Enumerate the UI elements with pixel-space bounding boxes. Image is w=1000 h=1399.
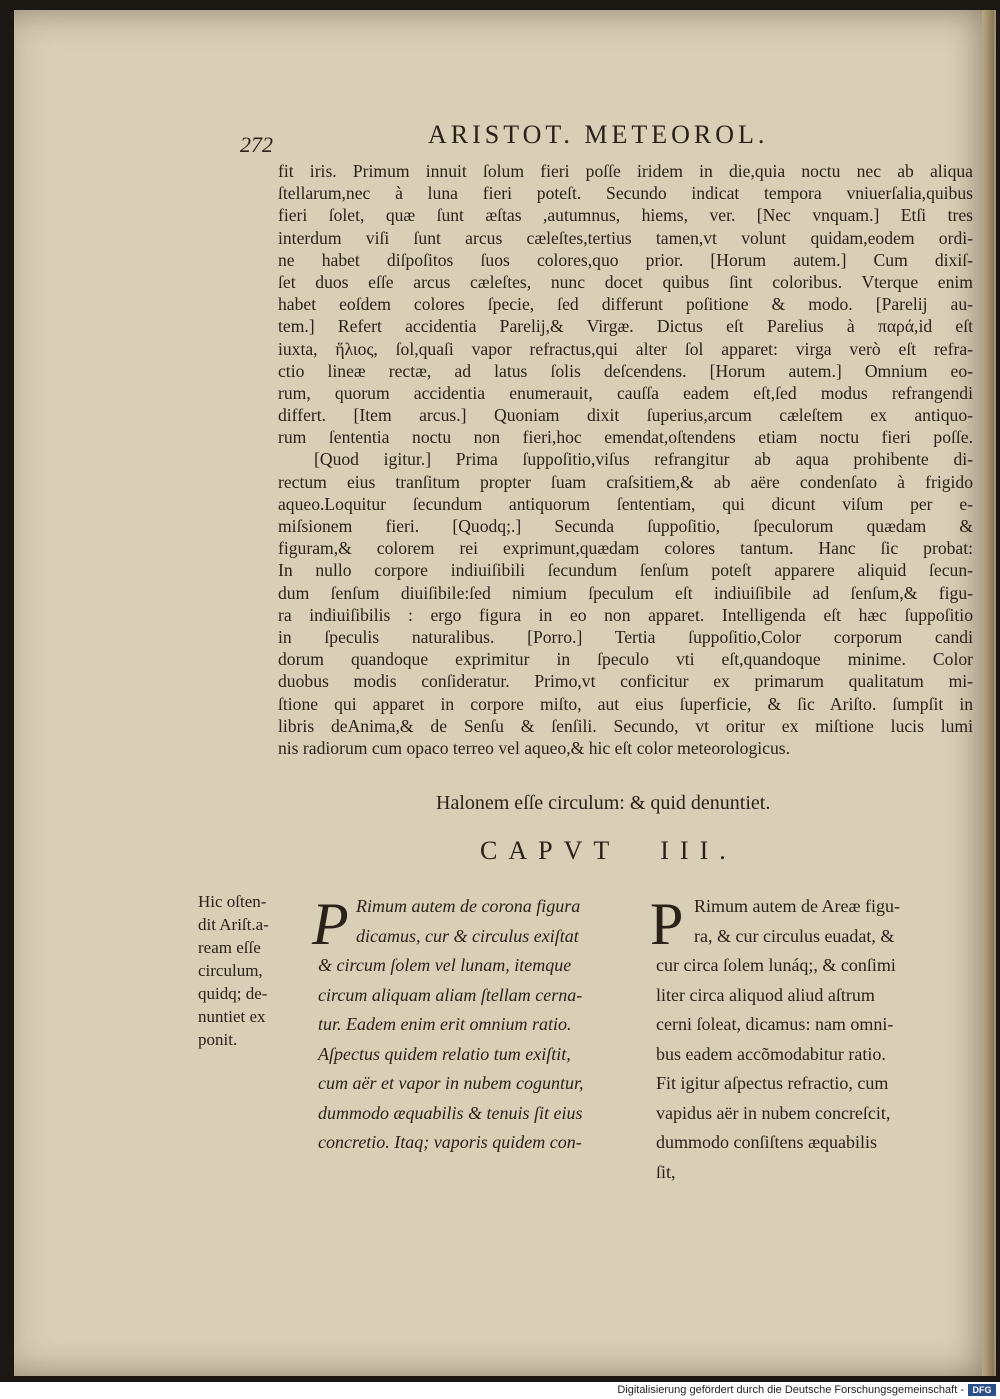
- latin-right-line: bus eadem accõmodabitur ratio.: [656, 1043, 886, 1064]
- dropcap-right: P: [650, 891, 684, 957]
- running-head: ARISTOT. METEOROL.: [428, 120, 769, 149]
- latin-right-line: Rimum autem de Areæ figu-: [694, 896, 900, 916]
- latin-right-line: dummodo conſiſtens æquabilis: [656, 1132, 877, 1152]
- latin-left-line: & circum ſolem vel lunam, itemque: [318, 955, 572, 975]
- latin-right-line: vapidus aër in nubem concreſcit,: [656, 1102, 891, 1123]
- latin-left-line: circum aliquam aliam ſtellam cerna-: [318, 984, 583, 1005]
- commentary-line: libris deAnima,& de Senſu & ſenſili. Secundo, vt oritur ex miſtione lucis lumi: [278, 715, 973, 736]
- latin-left-line: concretio. Itaq; vaporis quidem con-: [318, 1132, 582, 1152]
- commentary-line: aqueo.Loquitur ſecundum antiquorum ſententiam, qui dicunt viſum per e-: [278, 493, 973, 514]
- commentary-line: tem.] Refert accidentia Parelij,& Virgæ. Dictus eſt Parelius à παρά,id eſt: [278, 316, 973, 337]
- commentary-line: dorum quandoque exprimitur in ſpeculo vti eſt,quandoque minime. Color: [278, 649, 973, 670]
- commentary-line: miſsionem fieri. [Quodq;.] Secunda ſuppoſitio, ſpeculorum quædam &: [278, 516, 973, 536]
- commentary-line: ſtione qui apparet in corpore miſto, aut eius ſuperficie, & ſic Ariſto. ſumpſit in: [278, 693, 973, 714]
- dfg-logo: DFG: [968, 1384, 996, 1396]
- margin-note-line: Hic oſten-: [198, 892, 267, 911]
- margin-note: [198, 890, 306, 1051]
- latin-left-line: cum aër et vapor in nubem coguntur,: [318, 1073, 584, 1093]
- commentary-line: figuram,& colorem rei exprimunt,quædam colores tantum. Hanc ſic probat:: [278, 538, 973, 559]
- commentary-line: [Quod igitur.] Prima ſuppoſitio,viſus refrangitur ab aqua prohibente di-: [314, 449, 973, 470]
- funding-credit: Digitalisierung gefördert durch die Deutsche Forschungsgemeinschaft -: [617, 1384, 964, 1396]
- commentary-line: ne habet diſpoſitos ſuos colores,quo prior. [Horum autem.] Cum dixiſ-: [278, 249, 973, 270]
- commentary-line: in ſpeculis naturalibus. [Porro.] Tertia ſuppoſitio,Color corporum candi: [278, 626, 973, 647]
- latin-right-line: cerni ſoleat, dicamus: nam omni-: [656, 1014, 894, 1034]
- page-edge: [982, 10, 994, 1376]
- latin-column-right: [650, 891, 980, 1187]
- latin-left-line: tur. Eadem enim erit omnium ratio.: [318, 1014, 572, 1034]
- chapter-heading: [480, 836, 737, 866]
- commentary-line: nis radiorum cum opaco terreo vel aqueo,& hic eſt color meteorologicus.: [278, 737, 791, 758]
- latin-left-line: Aſpectus quidem relatio tum exiſtit,: [318, 1043, 571, 1064]
- latin-left-line: Rimum autem de corona figura: [356, 896, 581, 916]
- margin-note-line: ponit.: [198, 1030, 238, 1049]
- commentary-line: In nullo corpore indiuiſibili ſecundum ſenſum poteſt apparere aliquid ſecun-: [278, 560, 973, 581]
- margin-note-line: ream eſſe: [198, 938, 261, 957]
- latin-right-line: ſit,: [656, 1161, 676, 1182]
- margin-note-line: quidq; de-: [198, 984, 268, 1003]
- chapter-number: III.: [660, 836, 737, 865]
- commentary-line: habet eoſdem colores ſpecie, ſed differunt poſitione & modo. [Parelij au-: [278, 294, 973, 315]
- margin-note-line: nuntiet ex: [198, 1007, 266, 1026]
- commentary-line: fit iris. Primum innuit ſolum fieri poſſe iridem in die,quia noctu nec ab aliqua: [278, 161, 973, 181]
- margin-note-line: circulum,: [198, 961, 263, 980]
- latin-right-line: ra, & cur circulus euadat, &: [694, 925, 895, 946]
- latin-left-line: dummodo æquabilis & tenuis ſit eius: [318, 1102, 583, 1123]
- commentary-line: iuxta, ἥλιος, ſol,quaſi vapor refractus,qui alter ſol apparet: virga verò eſt refra-: [278, 338, 973, 359]
- section-heading: Halonem eſſe circulum: & quid denuntiet.: [436, 792, 771, 814]
- commentary-line: rum ſententia noctu non fieri,hoc emendat,oſtendens etiam noctu fieri poſſe.: [278, 427, 973, 448]
- latin-column-left: [312, 891, 640, 1158]
- commentary-line: ſtellarum,nec à luna fieri poteſt. Secundo indicat tempora vniuerſalia,quibus: [278, 183, 973, 204]
- commentary-line: interdum viſi ſunt arcus cæleſtes,tertius tamen,vt volunt quidam,eodem ordi-: [278, 227, 973, 248]
- commentary-line: fieri ſolet, quæ ſunt æſtas ,autumnus, hiems, ver. [Nec vnquam.] Etſi tres: [278, 205, 973, 226]
- commentary-line: rectum eius tranſitum propter ſuam craſsitiem,& ab aëre condenſato à frigido: [278, 471, 973, 492]
- latin-left-line: dicamus, cur & circulus exiſtat: [356, 925, 579, 946]
- footer-bar: [0, 1382, 1000, 1399]
- commentary-block: [278, 160, 973, 759]
- latin-right-line: liter circa aliquod aliud aſtrum: [656, 984, 875, 1005]
- dropcap-left: P: [312, 891, 349, 957]
- commentary-line: ra indiuiſibilis : ergo figura in eo non apparet. Intelligenda eſt hæc ſuppoſitio: [278, 604, 973, 625]
- latin-right-line: Fit igitur aſpectus refractio, cum: [656, 1073, 889, 1093]
- margin-note-line: dit Ariſt.a-: [198, 915, 269, 934]
- commentary-line: ſet duos eſſe arcus cæleſtes, nunc docet quibus ſint coloribus. Vterque enim: [278, 271, 973, 292]
- chapter-label: CAPVT: [480, 836, 621, 865]
- commentary-line: ctio lineæ rectæ, ad latus ſolis deſcendens. [Horum autem.] Omnium eo-: [278, 360, 973, 381]
- commentary-line: dum ſenſum diuiſibile:ſed nimium ſpeculum eſt indiuiſibile ad ſenſum,& figu-: [278, 582, 973, 603]
- commentary-line: differt. [Item arcus.] Quoniam dixit ſuperius,arcum cæleſtem ex antiquo-: [278, 405, 973, 426]
- page-number: 272: [240, 132, 273, 157]
- commentary-line: duobus modis conſideratur. Primo,vt conficitur ex primarum qualitatum mi-: [278, 671, 973, 692]
- commentary-line: rum, quorum accidentia enumerauit, cauſſa eadem eſt,ſed modus refrangendi: [278, 382, 973, 403]
- latin-right-line: cur circa ſolem lunáq;, & conſimi: [656, 955, 896, 975]
